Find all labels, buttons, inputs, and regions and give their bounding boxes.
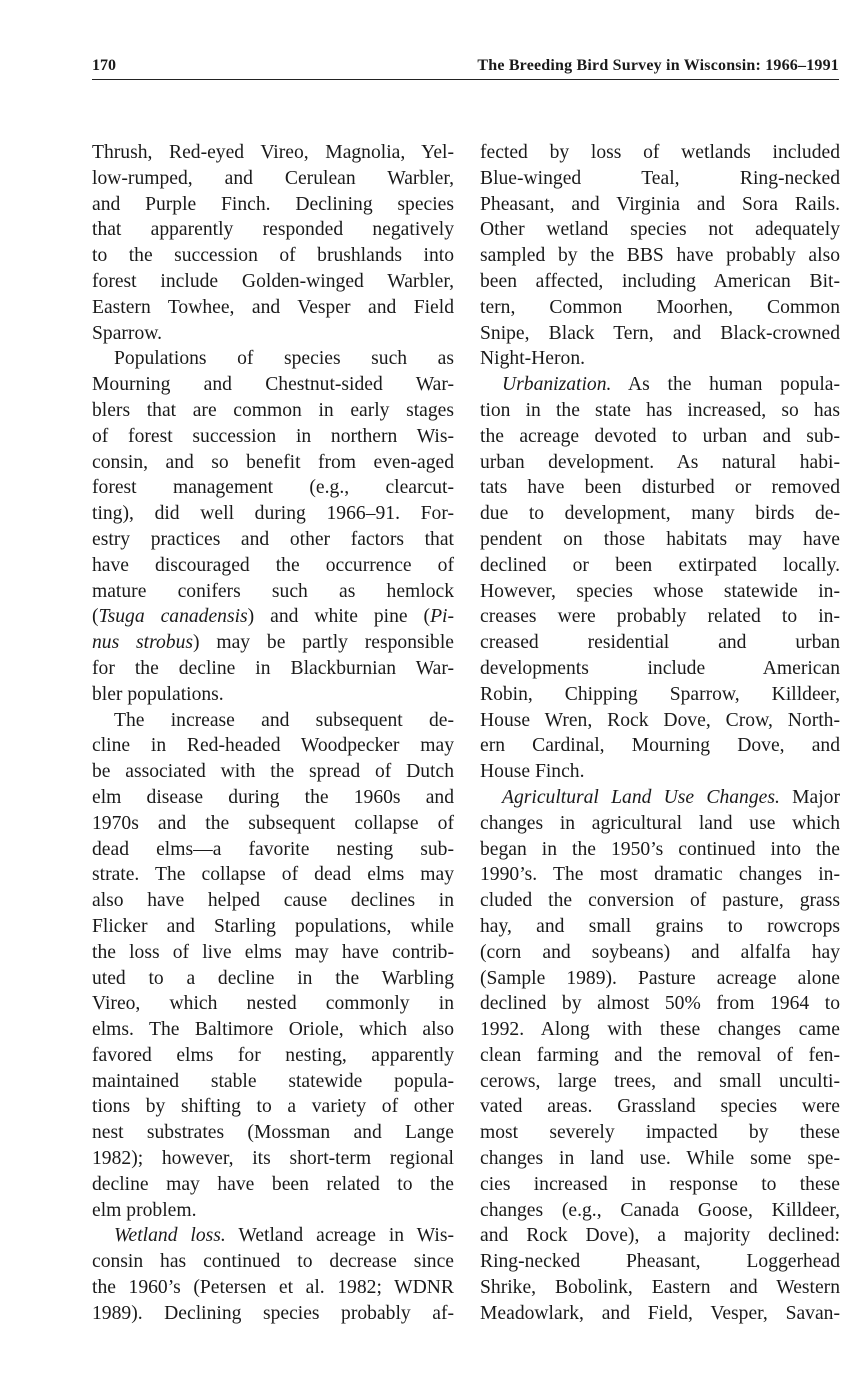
text-line: to the succession of brushlands into (92, 245, 454, 267)
text-line: also have helped cause declines in (92, 890, 454, 912)
text-line: House Wren, Rock Dove, Crow, North- (480, 709, 840, 731)
text-line: However, species whose statewide in- (480, 580, 840, 602)
text-line: favored elms for nesting, apparently (92, 1044, 454, 1066)
text-line: bler populations. (92, 683, 224, 705)
text-line: of forest succession in northern Wis- (92, 425, 454, 447)
text-line: forest include Golden-winged Warbler, (92, 270, 454, 292)
text-line: ern Cardinal, Mourning Dove, and (480, 735, 840, 757)
section-heading-wetland-loss: Wetland loss. (114, 1225, 226, 1247)
paragraph-populations (92, 346, 454, 707)
running-head: The Breeding Bird Survey in Wisconsin: 1966–1991 (477, 57, 839, 74)
text-line: elms. The Baltimore Oriole, which also (92, 1019, 454, 1041)
text-line: hay, and small grains to rowcrops (480, 915, 840, 937)
page-header (92, 57, 839, 80)
text-line: changes (e.g., Canada Goose, Killdeer, (480, 1199, 840, 1221)
text-line: mature conifers such as hemlock (92, 580, 454, 602)
section-heading-agricultural: Agricultural Land Use Changes. (502, 786, 780, 808)
text-line: been affected, including American Bit- (480, 270, 840, 292)
text-line: Thrush, Red-eyed Vireo, Magnolia, Yel- (92, 142, 454, 163)
text-line: the acreage devoted to urban and sub- (480, 425, 840, 447)
paragraph-agricultural (480, 785, 840, 1327)
text-line: Pheasant, and Virginia and Sora Rails. (480, 193, 840, 215)
text-line: and Rock Dove), a majority declined: (480, 1225, 840, 1247)
text-line: cluded the conversion of pasture, grass (480, 890, 840, 912)
text-line: Vireo, which nested commonly in (92, 993, 454, 1015)
text-line: tion in the state has increased, so has (480, 399, 840, 421)
text-line: fected by loss of wetlands included (480, 142, 840, 163)
text-line: cline in Red-headed Woodpecker may (92, 735, 454, 757)
text-line: consin, and so benefit from even-aged (92, 451, 454, 473)
text-line: Blue-winged Teal, Ring-necked (480, 167, 840, 189)
text-line: have discouraged the occurrence of (92, 554, 454, 576)
text-line: cerows, large trees, and small unculti- (480, 1070, 840, 1092)
page-number: 170 (92, 57, 116, 74)
text-line: Eastern Towhee, and Vesper and Field (92, 296, 454, 318)
text-line: Agricultural Land Use Changes. Major (502, 786, 840, 808)
text-line: 1990’s. The most dramatic changes in- (480, 864, 840, 886)
species-name-italic: Pi- (430, 606, 454, 628)
text-line: tats have been disturbed or removed (480, 477, 840, 499)
text-line: Wetland loss. Wetland acreage in Wis- (114, 1225, 454, 1247)
text-line: declined or been extirpated locally. (480, 554, 840, 576)
text-line: The increase and subsequent de- (114, 709, 454, 731)
section-heading-urbanization: Urbanization. (502, 374, 612, 396)
text-line: the loss of live elms may have contrib- (92, 941, 454, 963)
text-line: Urbanization. As the human popula- (502, 374, 840, 396)
text-line: (Tsuga canadensis) and white pine (Pi- (92, 606, 454, 628)
text-line: sampled by the BBS have probably also (480, 245, 840, 267)
text-line: elm disease during the 1960s and (92, 786, 454, 808)
text-line: nest substrates (Mossman and Lange (92, 1122, 454, 1144)
text-line: due to development, many birds de- (480, 503, 840, 525)
text-line: Snipe, Black Tern, and Black-crowned (480, 322, 840, 344)
text-line: developments include American (480, 657, 840, 679)
text-line: (Sample 1989). Pasture acreage alone (480, 967, 840, 989)
text-line: 1982); however, its short-term regional (92, 1148, 454, 1170)
text-line: Shrike, Bobolink, Eastern and Western (480, 1277, 840, 1299)
text-line: Night-Heron. (480, 348, 586, 370)
text-line: urban development. As natural habi- (480, 451, 840, 473)
text-line: pendent on those habitats may have (480, 528, 840, 550)
text-line: decline may have been related to the (92, 1173, 454, 1195)
text-line: elm problem. (92, 1199, 197, 1221)
text-line: Meadowlark, and Field, Vesper, Savan- (480, 1302, 840, 1324)
text-line: for the decline in Blackburnian War- (92, 657, 454, 679)
paragraph-red-headed-woodpecker (92, 708, 454, 1224)
text-line: blers that are common in early stages (92, 399, 454, 421)
text-line: ting), did well during 1966–91. For- (92, 503, 454, 525)
text-line: vated areas. Grassland species were (480, 1096, 840, 1118)
text-line: 1970s and the subsequent collapse of (92, 812, 454, 834)
text-line: and Purple Finch. Declining species (92, 193, 454, 215)
text-line: 1989). Declining species probably af- (92, 1302, 454, 1324)
text-line: cies increased in response to these (480, 1173, 840, 1195)
text-line: began in the 1950’s continued into the (480, 838, 840, 860)
text-line: declined by almost 50% from 1964 to (480, 993, 840, 1015)
text-line: dead elms—a favorite nesting sub- (92, 838, 454, 860)
text-line: Populations of species such as (114, 348, 454, 370)
text-line: low-rumped, and Cerulean Warbler, (92, 167, 454, 189)
right-column (480, 140, 840, 1327)
text-line: tern, Common Moorhen, Common (480, 296, 840, 318)
text-line: creased residential and urban (480, 632, 840, 654)
text-line: Sparrow. (92, 322, 163, 344)
left-column (92, 140, 454, 1327)
text-line: creases were probably related to in- (480, 606, 840, 628)
text-line: tions by shifting to a variety of other (92, 1096, 454, 1118)
text-line: that apparently responded negatively (92, 219, 454, 241)
text-line: maintained stable statewide popula- (92, 1070, 454, 1092)
text-line: changes in agricultural land use which (480, 812, 840, 834)
text-line: strate. The collapse of dead elms may (92, 864, 454, 886)
text-line: the 1960’s (Petersen et al. 1982; WDNR (92, 1277, 454, 1299)
text-line: consin has continued to decrease since (92, 1251, 454, 1273)
species-name-italic: nus strobus (92, 632, 194, 654)
text-line: nus strobus) may be partly responsible (92, 632, 454, 654)
text-line: House Finch. (480, 761, 585, 783)
paragraph-succession-continued (92, 140, 454, 346)
text-line: forest management (e.g., clearcut- (92, 477, 454, 499)
text-line: Mourning and Chestnut-sided War- (92, 374, 454, 396)
text-line: be associated with the spread of Dutch (92, 761, 454, 783)
paragraph-wetland-continued (480, 140, 840, 372)
text-line: Robin, Chipping Sparrow, Killdeer, (480, 683, 840, 705)
text-line: Ring-necked Pheasant, Loggerhead (480, 1251, 840, 1273)
paragraph-wetland-loss (92, 1223, 454, 1326)
text-line: most severely impacted by these (480, 1122, 840, 1144)
text-line: estry practices and other factors that (92, 528, 454, 550)
species-name-italic: Tsuga canadensis (98, 606, 248, 628)
text-line: Other wetland species not adequately (480, 219, 840, 241)
text-line: clean farming and the removal of fen- (480, 1044, 840, 1066)
text-line: changes in land use. While some spe- (480, 1148, 840, 1170)
text-line: 1992. Along with these changes came (480, 1019, 840, 1041)
text-line: (corn and soybeans) and alfalfa hay (480, 941, 840, 963)
paragraph-urbanization (480, 372, 840, 785)
text-line: Flicker and Starling populations, while (92, 915, 454, 937)
text-line: uted to a decline in the Warbling (92, 967, 454, 989)
